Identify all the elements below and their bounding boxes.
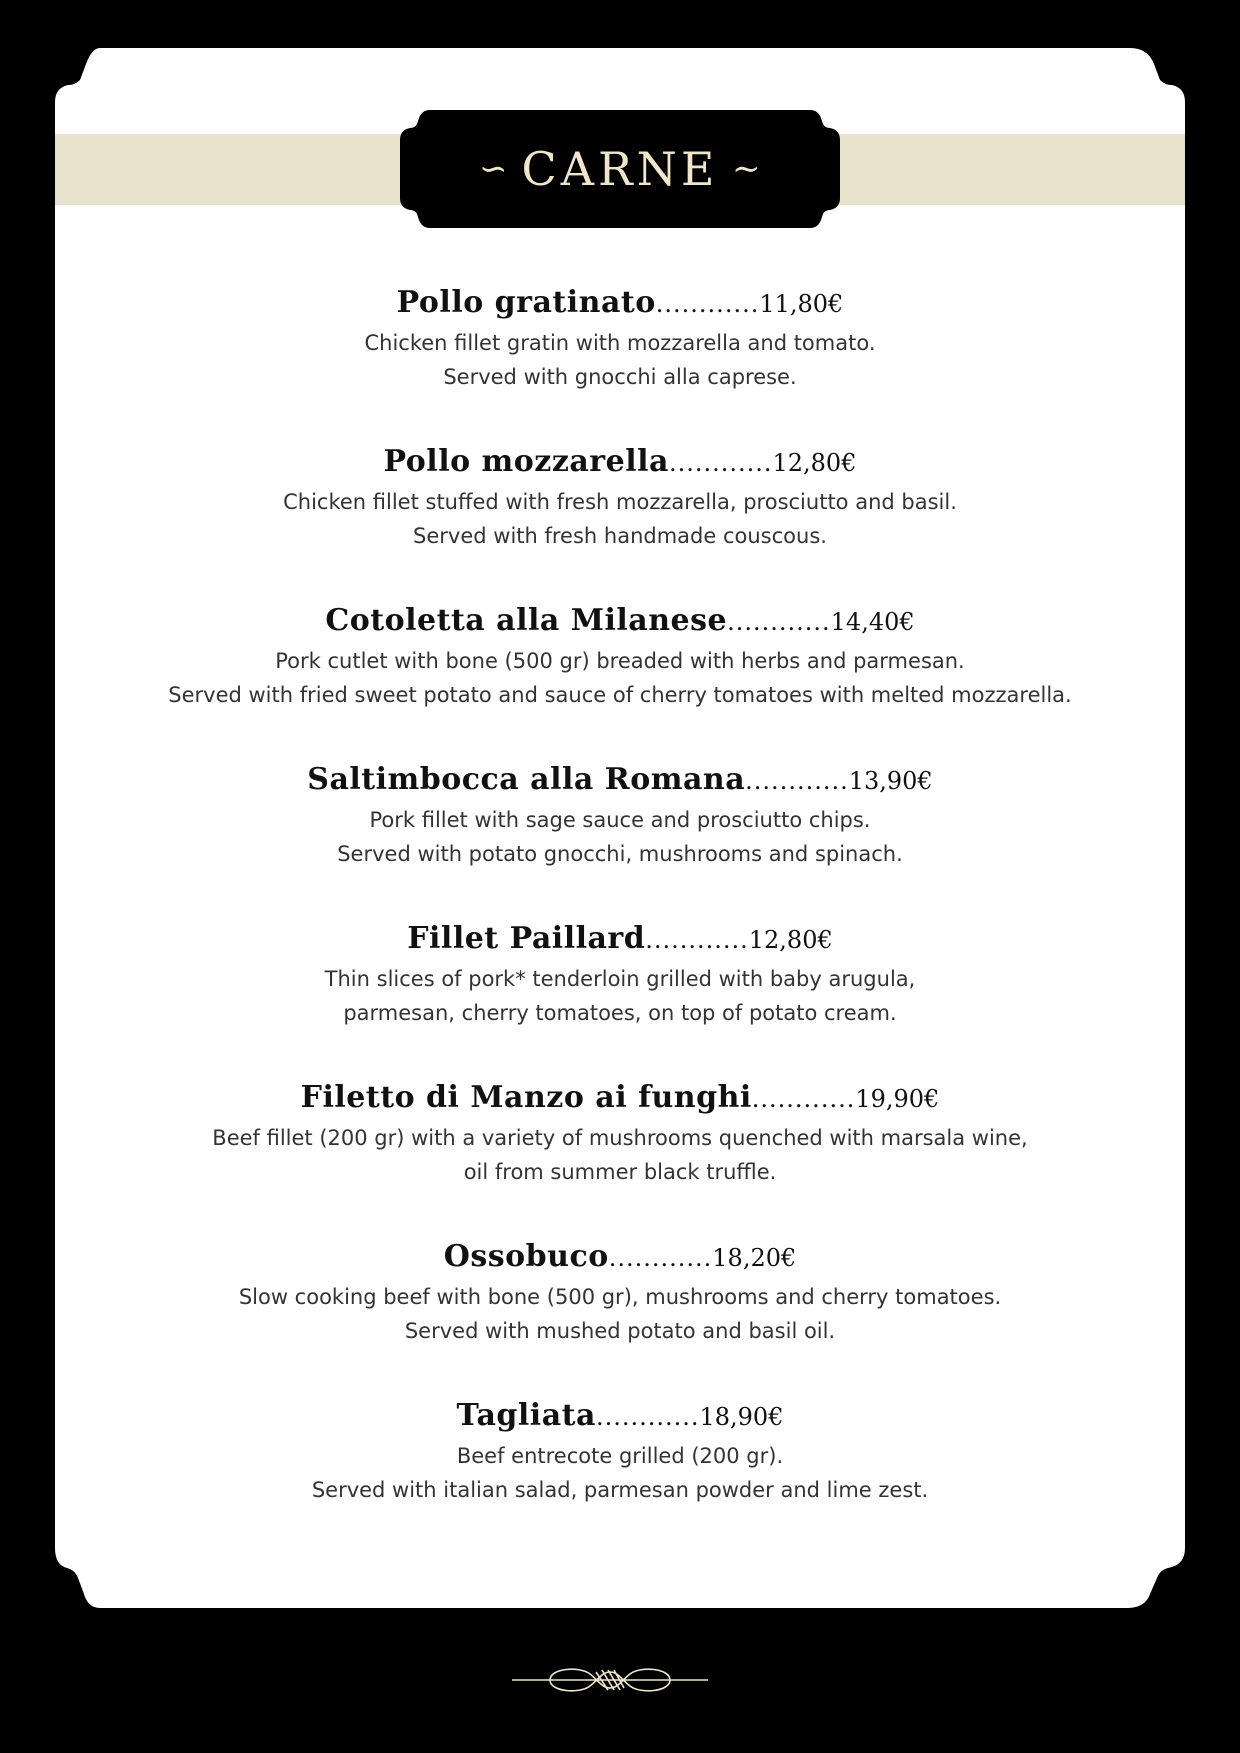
menu-item xyxy=(55,916,1185,1075)
menu-item-leader: ............ xyxy=(727,608,831,636)
menu-item-price: 13,90€ xyxy=(848,767,933,795)
menu-item-name: Pollo mozzarella xyxy=(383,444,669,479)
menu-item xyxy=(55,757,1185,916)
menu-item-price: 19,90€ xyxy=(855,1085,940,1113)
menu-item-description: Beef entrecote grilled (200 gr). xyxy=(456,1444,784,1468)
menu-item-price: 14,40€ xyxy=(830,608,915,636)
menu-item-leader: ............ xyxy=(645,926,749,954)
menu-item-description: Served with fresh handmade couscous. xyxy=(413,524,827,548)
menu-item-description: parmesan, cherry tomatoes, on top of potato cream. xyxy=(343,1001,897,1025)
section-title-text: CARNE xyxy=(521,142,719,196)
menu-item-leader: ............ xyxy=(668,449,773,477)
menu-item-header xyxy=(55,598,1185,644)
menu-item-price: 18,20€ xyxy=(712,1244,797,1272)
menu-item-header xyxy=(55,1075,1185,1121)
menu-item-description: Served with potato gnocchi, mushrooms and spinach. xyxy=(337,842,903,866)
menu-item-name: Filetto di Manzo ai funghi xyxy=(300,1080,752,1115)
menu-item-name: Fillet Paillard xyxy=(407,921,646,956)
menu-item-leader: ............ xyxy=(751,1085,856,1113)
swash-ornament-icon: ∽ xyxy=(479,149,512,189)
menu-item-header xyxy=(55,916,1185,962)
menu-item-description: Served with fried sweet potato and sauce of cherry tomatoes with melted mozzarella. xyxy=(168,683,1072,707)
menu-item-name: Tagliata xyxy=(456,1398,596,1433)
menu-item xyxy=(55,439,1185,598)
menu-item-name: Pollo gratinato xyxy=(396,285,656,320)
menu-item-header xyxy=(55,1234,1185,1280)
menu-item xyxy=(55,280,1185,439)
menu-item-leader: ............ xyxy=(745,767,849,795)
menu-item-list xyxy=(55,280,1185,1552)
menu-item-price: 18,90€ xyxy=(699,1403,784,1431)
menu-item-price: 12,80€ xyxy=(748,926,833,954)
menu-item-description: Served with italian salad, parmesan powder and lime zest. xyxy=(311,1478,929,1502)
menu-item-leader: ............ xyxy=(595,1403,700,1431)
menu-item xyxy=(55,1075,1185,1234)
menu-item-header xyxy=(55,757,1185,803)
menu-item-header xyxy=(55,439,1185,485)
menu-item-description: Chicken fillet stuffed with fresh mozzarella, prosciutto and basil. xyxy=(283,490,957,514)
menu-item-description: Thin slices of pork* tenderloin grilled with baby arugula, xyxy=(324,967,916,991)
menu-item-price: 12,80€ xyxy=(772,449,857,477)
menu-item xyxy=(55,598,1185,757)
menu-item xyxy=(55,1234,1185,1393)
menu-item-header xyxy=(55,280,1185,326)
menu-item-description: Pork fillet with sage sauce and prosciutto chips. xyxy=(369,808,871,832)
menu-item-description: Served with mushed potato and basil oil. xyxy=(404,1319,836,1343)
swash-ornament-icon: ∽ xyxy=(728,149,761,189)
menu-item-description: Pork cutlet with bone (500 gr) breaded with herbs and parmesan. xyxy=(275,649,965,673)
menu-item-description: Chicken fillet gratin with mozzarella and tomato. xyxy=(364,331,876,355)
menu-item-description: Slow cooking beef with bone (500 gr), mushrooms and cherry tomatoes. xyxy=(238,1285,1002,1309)
section-title xyxy=(400,110,840,228)
menu-item-name: Saltimbocca alla Romana xyxy=(307,762,746,797)
menu-item-leader: ............ xyxy=(655,290,760,318)
menu-item-header xyxy=(55,1393,1185,1439)
flourish-ornament-icon xyxy=(510,1660,710,1698)
menu-item-description: Served with gnocchi alla caprese. xyxy=(443,365,797,389)
menu-item-leader: ............ xyxy=(608,1244,713,1272)
menu-item-name: Ossobuco xyxy=(443,1239,609,1274)
menu-item-price: 11,80€ xyxy=(759,290,844,318)
menu-item-description: Beef fillet (200 gr) with a variety of mushrooms quenched with marsala wine, xyxy=(212,1126,1028,1150)
menu-item-description: oil from summer black truffle. xyxy=(463,1160,777,1184)
menu-item-name: Cotoletta alla Milanese xyxy=(325,603,728,638)
menu-item xyxy=(55,1393,1185,1552)
